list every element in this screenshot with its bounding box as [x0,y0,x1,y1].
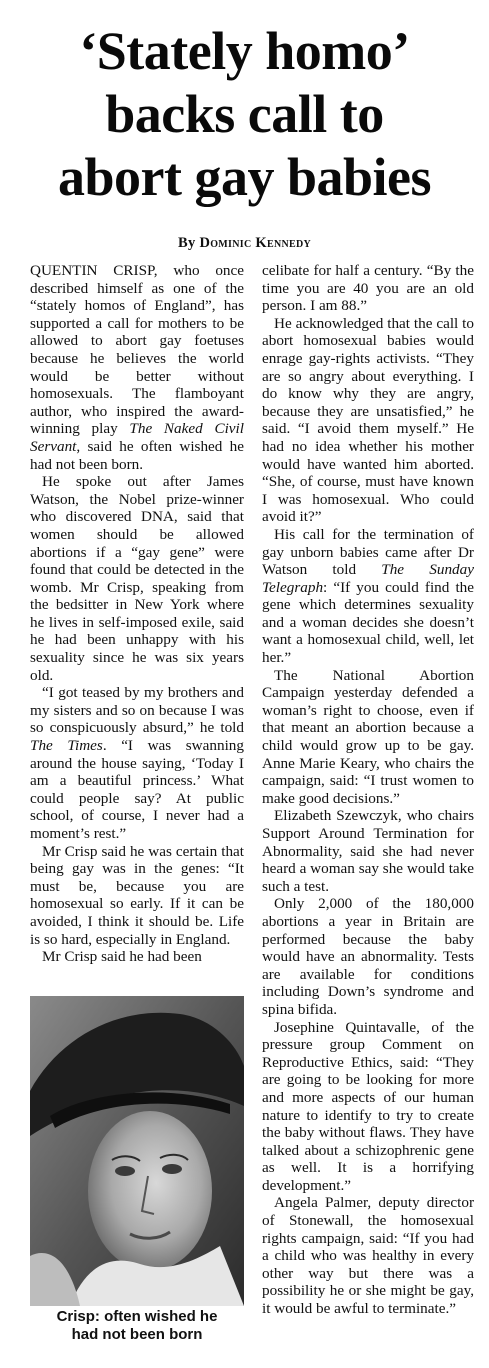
paragraph: Mr Crisp said he was certain that being gay was in the genes: “It must be, because you are homosexual so early. If it can be avoided, I think it should be. Life is so hard, especially in England. [30,842,244,948]
byline-prefix: By [177,235,196,251]
paragraph [30,262,244,473]
paragraph: The National Abortion Campaign yesterday defended a woman’s right to choose, even if that meant an abortion because a child would grow up to be gay. Anne Marie Keary, who chairs the campaign, said: “I trust women to make good decisions.” [262,666,474,807]
paragraph: He spoke out after James Watson, the Nobel prize-winner who discovered DNA, said that women should be allowed abortions if a “gay gene” were found that could be detected in the womb. Mr Crisp, speaking from the bedsitter in New York where he lives in self-imposed exile, said he had been unhappy with his sexuality since he was six years old. [30,473,244,684]
book-title: The Naked Civil Servant [30,420,244,455]
portrait-illustration [30,996,244,1306]
headline-line-1: ‘Stately homo’ [79,21,410,81]
paragraph-text: , said he often wished he had not been born. [30,437,244,473]
newspaper-title: The Sunday Telegraph [262,561,474,596]
paragraph [262,526,474,667]
left-eye [115,1166,135,1176]
caption-line-2: had not been born [71,1326,203,1343]
paragraph-text: . “I was swanning around the house saying, ‘Today I am a beautiful princess.’ What could people say? At public school, of course, I never had a moment’s rest.” [30,737,244,842]
paragraph-text: : “If you could find the gene which determines sexuality and a woman decides she doesn’t want a homosexual child, well, let her.” [262,578,474,667]
paragraph-text: His call for the termination of gay unborn babies came after Dr Watson told [262,525,474,579]
lead-in: QUENTIN CRISP [30,262,154,279]
photo-caption [30,1308,244,1344]
headline [8,20,481,209]
caption-line-1: Crisp: often wished he [56,1308,218,1325]
paragraph-text: “I got teased by my brothers and my sisters and so on because I was so conspicuously absurd,” he told [30,684,244,737]
byline [0,235,489,252]
paragraph: Angela Palmer, deputy director of Stonewall, the homosexual rights campaign, said: “If you had a child who was healthy in every other way but there was a possibility he or she might be gay, it would be awful to terminate.” [262,1194,474,1318]
paragraph: celibate for half a century. “By the time you are 40 you are an old person. I am 88.” [262,262,474,315]
paragraph: Josephine Quintavalle, of the pressure group Comment on Reproductive Ethics, said: “They are going to be looking for more and more aspects of our human nature to identify to try to create the baby without flaws. They have talked about a schizophrenic gene as well. It is a horrifying development.” [262,1018,474,1194]
headline-line-3: abort gay babies [57,147,432,207]
paragraph: Elizabeth Szewczyk, who chairs Support Around Termination for Abnormality, said she had never heard a woman say she would take such a test. [262,807,474,895]
right-eye [162,1164,182,1174]
paragraph: Mr Crisp said he had been [42,948,202,966]
newspaper-title: The Times [30,737,103,755]
paragraph [30,684,244,842]
byline-author: Dominic Kennedy [199,235,311,251]
portrait-photo [30,996,244,1306]
article-column-left [30,262,244,966]
paragraph-text: , who once described himself as one of the “stately homos of England”, has supported a call for mothers to be allowed to abort gay foetuses because he believes the world would be better without homosexuals. The flamboyant author, who inspired the award-winning play [30,262,244,438]
paragraph: He acknowledged that the call to abort homosexual babies would enrage gay-rights activists. “They are so angry about everything. I do know why they are angry, because they are unsatisfied,” he said. “I avoid them myself.” He had no idea whether his mother would have wanted him aborted. “She, of course, must have known I was homosexual. Who could avoid it?” [262,314,474,526]
headline-line-2: backs call to [105,84,384,144]
paragraph: Only 2,000 of the 180,000 abortions a year in Britain are performed because the baby would have an abnormality. Tests are available for conditions including Down’s syndrome and spina bifida. [262,895,474,1018]
face-shape [88,1111,212,1271]
article-column-right [262,262,474,1318]
